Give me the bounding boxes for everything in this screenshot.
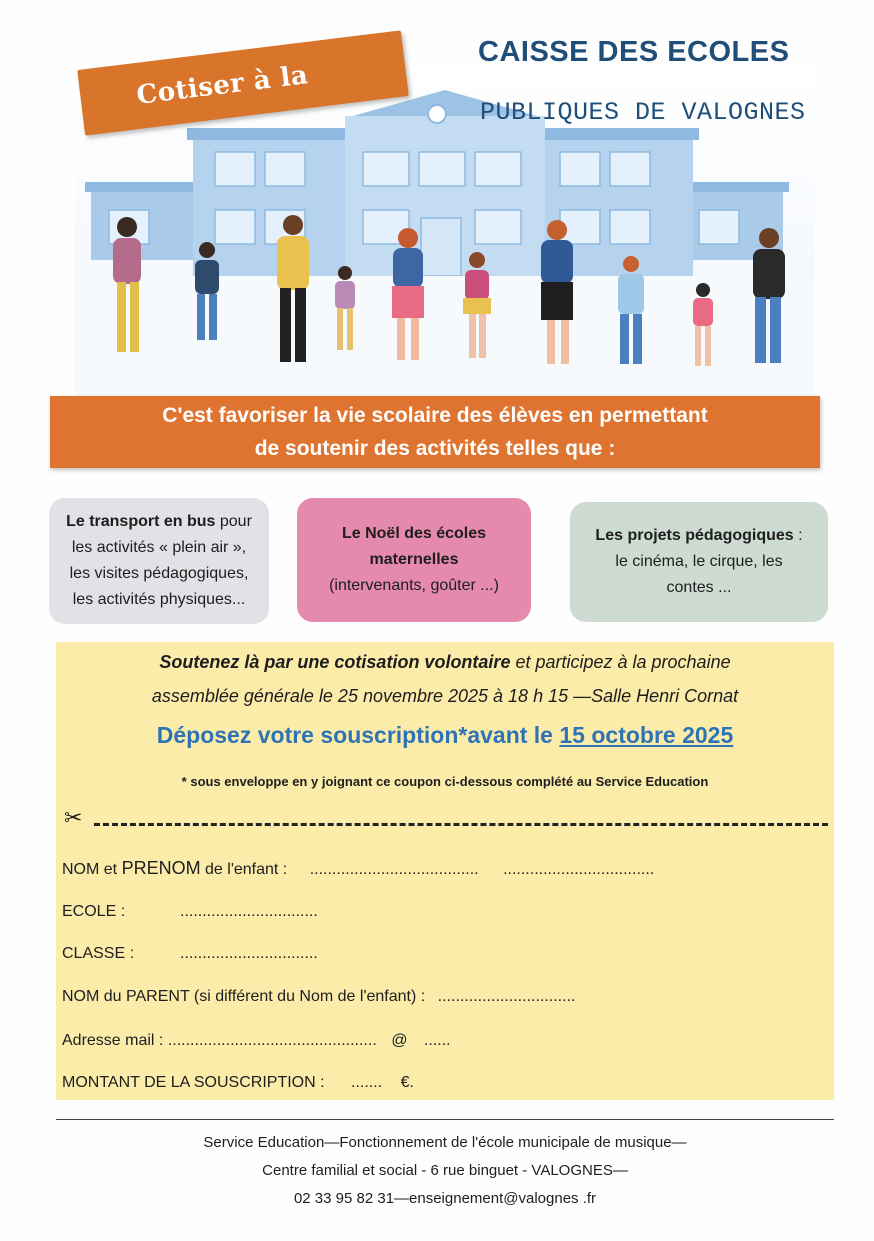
orange-banner bbox=[50, 396, 820, 468]
transport-line1-rest: pour bbox=[215, 513, 252, 530]
montant-label: MONTANT DE LA SOUSCRIPTION : bbox=[62, 1074, 325, 1091]
footer-divider bbox=[56, 1119, 834, 1120]
scissors-icon: ✂ bbox=[64, 806, 83, 831]
projets-line1-rest: : bbox=[793, 527, 803, 544]
coupon-intro-rest: et participez à la prochaine bbox=[510, 652, 731, 672]
field-ecole[interactable] bbox=[62, 903, 318, 921]
title-caisse-des-ecoles: CAISSE DES ECOLES bbox=[478, 36, 790, 68]
mail-dots-2: ...... bbox=[423, 1032, 451, 1049]
nom-enfant-label-c: de l'enfant : bbox=[200, 861, 288, 878]
projets-line2: le cinéma, le cirque, les bbox=[615, 553, 783, 570]
parent-label: NOM du PARENT (si différent du Nom de l'enfant) : bbox=[62, 988, 426, 1005]
ecole-label: ECOLE : bbox=[62, 903, 126, 920]
noel-line1: Le Noël des écoles bbox=[341, 525, 487, 542]
field-classe[interactable] bbox=[62, 945, 318, 963]
montant-unit: €. bbox=[400, 1074, 414, 1091]
noel-line3: (intervenants, goûter ...) bbox=[329, 577, 499, 594]
mail-at: @ bbox=[391, 1032, 408, 1049]
mail-dots-1: ............................................... bbox=[167, 1032, 377, 1049]
depose-text: Déposez votre souscription*avant le bbox=[156, 722, 560, 748]
field-adresse-mail[interactable] bbox=[62, 1032, 451, 1050]
parent-dots: ............................... bbox=[437, 988, 576, 1005]
depose-line bbox=[56, 722, 834, 749]
title-publiques-de-valognes: PUBLIQUES DE VALOGNES bbox=[480, 98, 806, 127]
depose-date: 15 octobre 2025 bbox=[559, 722, 734, 748]
ecole-dots: ............................... bbox=[180, 903, 318, 920]
field-montant[interactable] bbox=[62, 1074, 414, 1092]
coupon-intro-line1 bbox=[56, 652, 834, 673]
coupon-panel bbox=[56, 642, 834, 1100]
cut-line bbox=[64, 806, 828, 832]
coupon-intro-bold: Soutenez là par une cotisation volontaire bbox=[159, 652, 511, 672]
field-nom-parent[interactable] bbox=[62, 988, 575, 1006]
transport-bold: Le transport en bus bbox=[66, 513, 216, 530]
classe-dots: ............................... bbox=[180, 945, 318, 962]
footer-line-2: Centre familial et social - 6 rue binguet - VALOGNES— bbox=[262, 1162, 628, 1179]
coupon-intro-line2: assemblée générale le 25 novembre 2025 à 18 h 15 —Salle Henri Cornat bbox=[151, 686, 739, 706]
transport-line3: les visites pédagogiques, bbox=[69, 565, 249, 582]
projets-bold: Les projets pédagogiques bbox=[595, 527, 794, 544]
nom-enfant-label-b: PRENOM bbox=[121, 858, 201, 878]
montant-dots: ....... bbox=[351, 1074, 383, 1091]
badge-text: Cotiser à la bbox=[134, 60, 310, 111]
nom-enfant-label-a: NOM et bbox=[62, 861, 122, 878]
activity-box-noel bbox=[297, 498, 531, 622]
footer-line-1: Service Education—Fonctionnement de l'école municipale de musique— bbox=[203, 1134, 687, 1151]
banner-line-2: de soutenir des activités telles que : bbox=[254, 437, 616, 460]
classe-label: CLASSE : bbox=[62, 945, 135, 962]
noel-line2: maternelles bbox=[369, 551, 459, 568]
footer-line-3: 02 33 95 82 31—enseignement@valognes .fr bbox=[293, 1190, 597, 1207]
field-nom-enfant[interactable] bbox=[62, 858, 654, 879]
envelope-note: * sous enveloppe en y joignant ce coupon ci-dessous complété au Service Education bbox=[181, 774, 709, 789]
mail-label: Adresse mail : bbox=[62, 1032, 164, 1049]
cut-dash-line bbox=[94, 823, 828, 826]
projets-line3: contes ... bbox=[666, 579, 732, 596]
banner-line-1: C'est favoriser la vie scolaire des élèves en permettant bbox=[162, 404, 708, 427]
transport-line4: les activités physiques... bbox=[72, 591, 246, 608]
transport-line2: les activités « plein air », bbox=[71, 539, 247, 556]
nom-enfant-dots-1: ...................................... bbox=[309, 861, 479, 878]
nom-enfant-dots-2: .................................. bbox=[503, 861, 655, 878]
activity-box-projets bbox=[570, 502, 828, 622]
activity-box-transport bbox=[49, 498, 269, 624]
